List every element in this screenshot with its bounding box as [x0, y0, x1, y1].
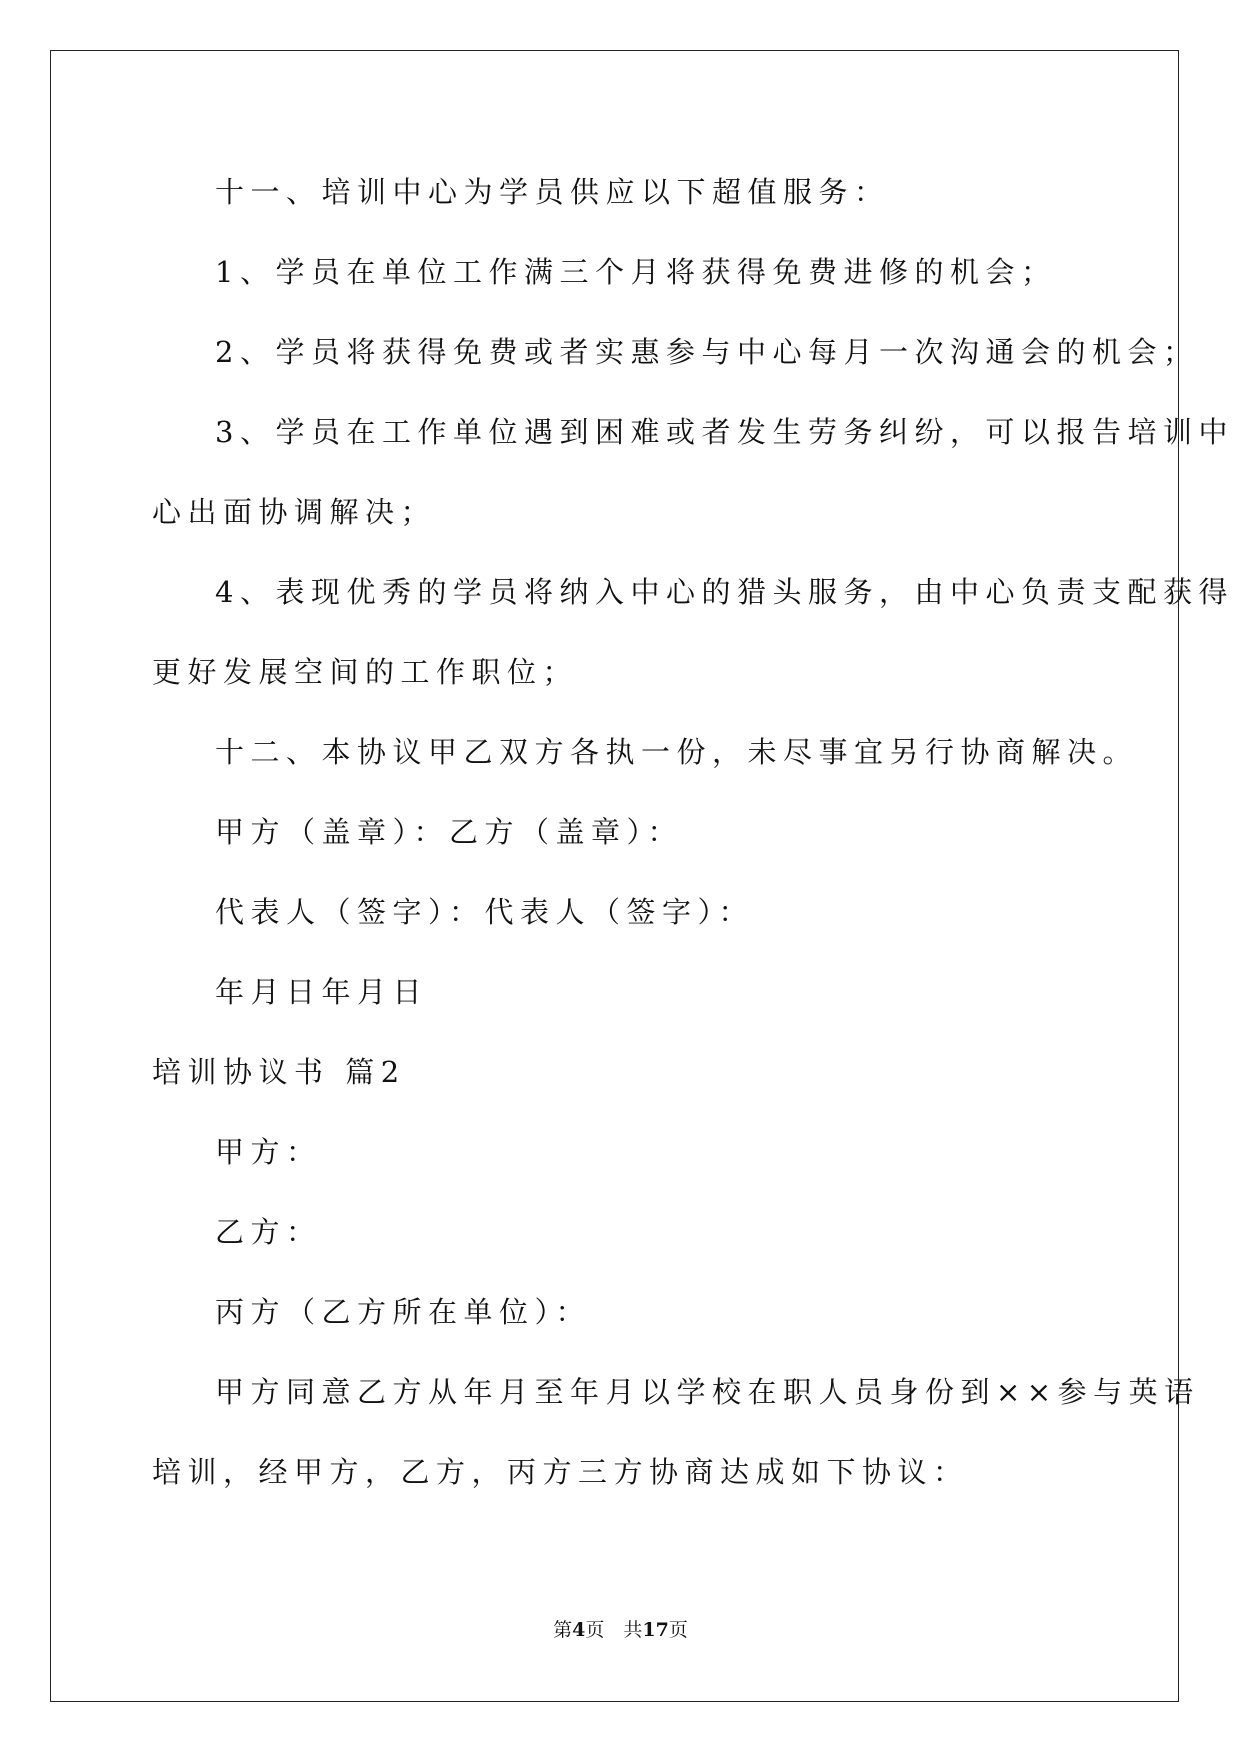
- section-heading: 培训协议书 篇2: [152, 1055, 406, 1089]
- paragraph-line: 3、学员在工作单位遇到困难或者发生劳务纠纷，可以报告培训中: [215, 415, 1234, 449]
- current-page-number: 4: [572, 1619, 586, 1641]
- party-line: 甲方：: [215, 1135, 322, 1169]
- footer-suffix: 页: [668, 1619, 688, 1641]
- party-line: 乙方：: [215, 1215, 322, 1249]
- paragraph-line: 更好发展空间的工作职位；: [152, 655, 579, 689]
- paragraph-line: 培训，经甲方，乙方，丙方三方协商达成如下协议：: [152, 1455, 969, 1489]
- paragraph-line: 十二、本协议甲乙双方各执一份，未尽事宜另行协商解决。: [215, 735, 1139, 769]
- paragraph-line: 甲方同意乙方从年月至年月以学校在职人员身份到××参与英语: [215, 1375, 1200, 1409]
- footer-mid: 页 共: [585, 1619, 643, 1641]
- paragraph-line: 心出面协调解决；: [152, 495, 437, 529]
- signature-line: 代表人（签字）：代表人（签字）：: [215, 895, 755, 929]
- total-pages-number: 17: [642, 1619, 669, 1641]
- party-line: 丙方（乙方所在单位）：: [215, 1295, 592, 1329]
- page-number-footer: [0, 1618, 1241, 1642]
- paragraph-line: 2、学员将获得免费或者实惠参与中心每月一次沟通会的机会；: [215, 335, 1199, 369]
- paragraph-line: 十一、培训中心为学员供应以下超值服务：: [215, 175, 890, 209]
- signature-line: 甲方（盖章）：乙方（盖章）：: [215, 815, 684, 849]
- footer-prefix: 第: [553, 1619, 573, 1641]
- paragraph-line: 4、表现优秀的学员将纳入中心的猎头服务，由中心负责支配获得: [215, 575, 1234, 609]
- paragraph-line: 1、学员在单位工作满三个月将获得免费进修的机会；: [215, 255, 1057, 289]
- date-line: 年月日年月日: [215, 975, 429, 1009]
